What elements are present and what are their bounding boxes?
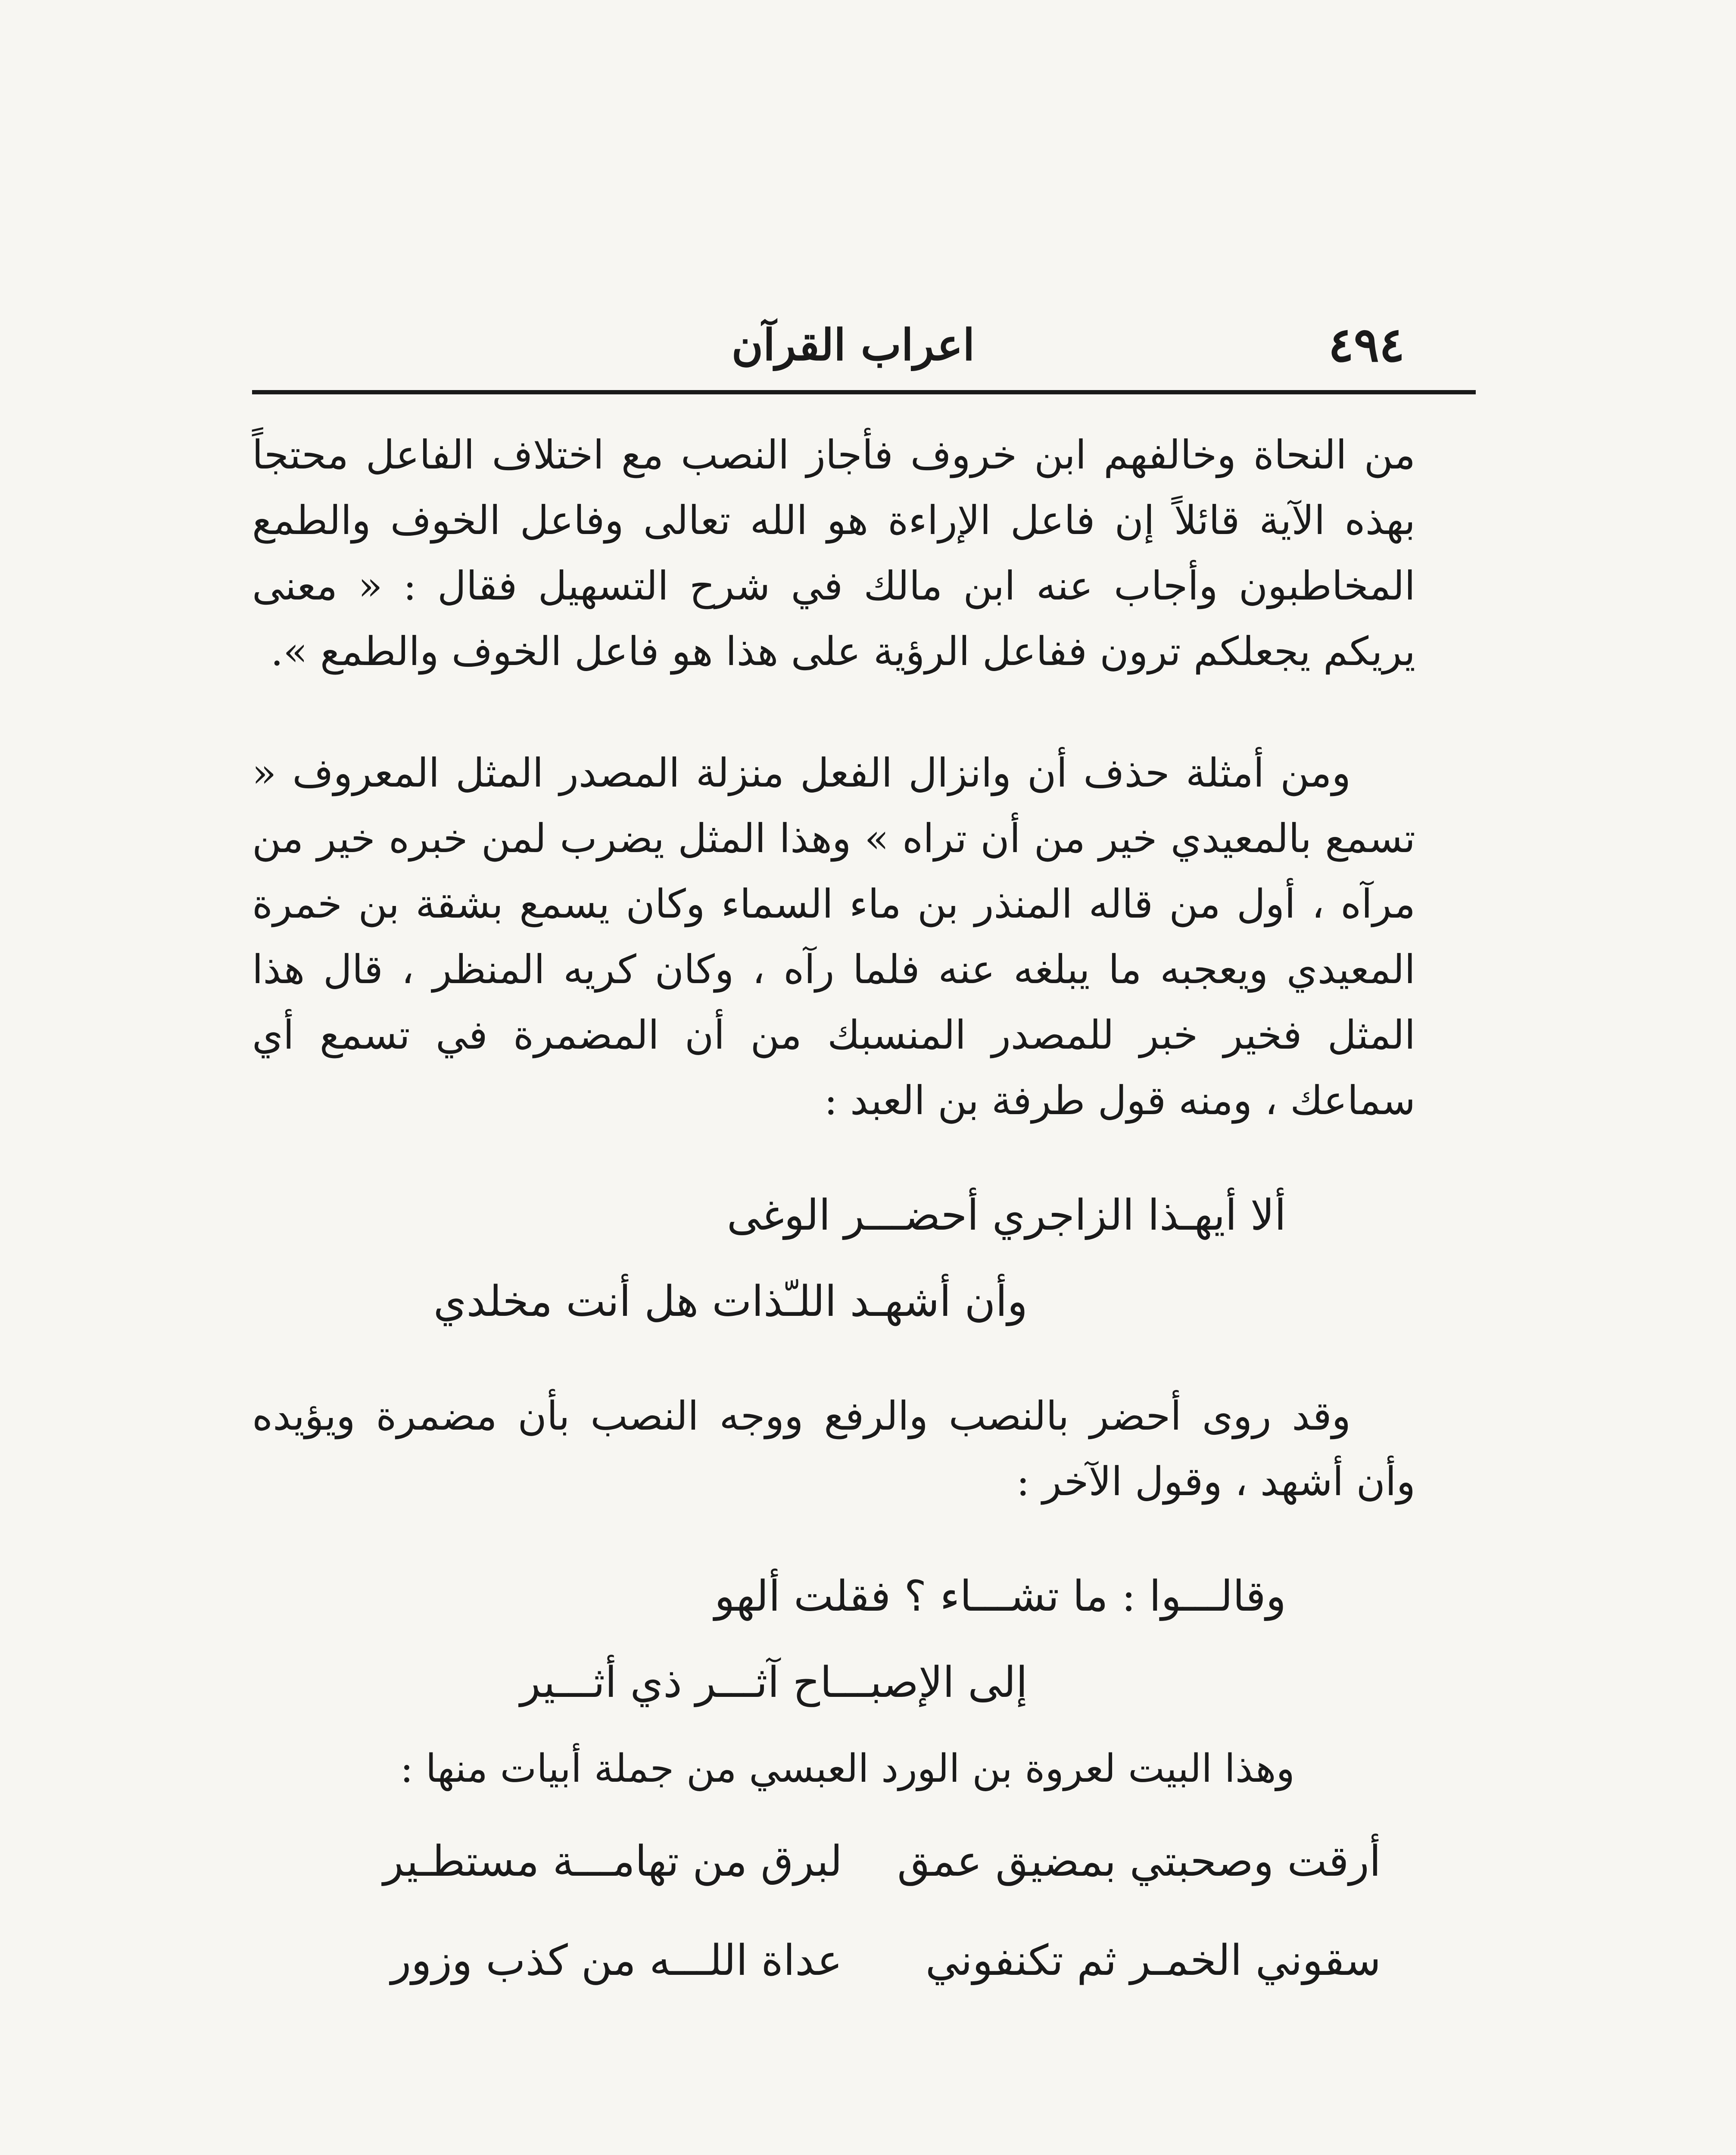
couplet-1-first-hemistich: أرقت وصحبتي بمضيق عمق [897,1837,1381,1886]
verse-1-line-2: وأن أشهـد اللـّذات هل أنت مخلدي [433,1277,1028,1326]
page-number: ٤٩٤ [1328,317,1405,372]
page-header [250,310,1456,379]
verse-2-line-1: وقالـــوا : ما تشـــاء ؟ فقلت ألهو [714,1572,1286,1621]
header-rule [252,390,1476,394]
couplet-2-first-hemistich: سقوني الخمـر ثم تكنفوني [925,1936,1381,1985]
couplet-2 [252,1911,1415,2010]
paragraph-1: من النحاة وخالفهم ابن خروف فأجاز النصب مع اختلاف الفاعل محتجاً بهذه الآية قائلاً إن فاعل الإراءة هو الله تعالى وفاعل الخوف والطمع المخاطبون وأجاب عنه ابن مالك في شرح التسهيل فقال : « معنى يريكم يجعلكم ترون ففاعل الرؤية على هذا هو فاعل الخوف والطمع ». [252,432,1415,675]
verse-2-line-2: إلى الإصبـــاح آثـــر ذي أثـــير [520,1658,1028,1707]
couplet-1-second-hemistich: لبرق من تهامـــة مستطـير [383,1837,842,1886]
paragraph-3: وقد روى أحضر بالنصب والرفع ووجه النصب بأن مضمرة ويؤيده وأن أشهد ، وقول الآخر : [252,1393,1415,1505]
couplet-2-second-hemistich: عداة اللـــه من كذب وزور [390,1936,842,1985]
couplet-1 [252,1812,1415,1911]
running-title: اعراب القرآن [731,319,975,370]
verse-1-line-1: ألا أيهـذا الزاجري أحضـــر الوغى [726,1191,1286,1240]
paragraph-2: ومن أمثلة حذف أن وانزال الفعل منزلة المصدر المثل المعروف « تسمع بالمعيدي خير من أن تراه » وهذا المثل يضرب لمن خبره خير من مرآه ، أول من قاله المنذر بن ماء السماء وكان يسمع بشقة بن خمرة المعيدي ويعجبه ما يبلغه عنه فلما رآه ، وكان كريه المنظر ، قال هذا المثل فخير خبر للمصدر المنسبك من أن المضمرة في تسمع أي سماعك ، ومنه قول طرفة بن العبد : [252,750,1415,1124]
page-body [252,422,1415,2010]
intro-line: وهذا البيت لعروة بن الورد العبسي من جملة أبيات منها : [400,1746,1295,1791]
